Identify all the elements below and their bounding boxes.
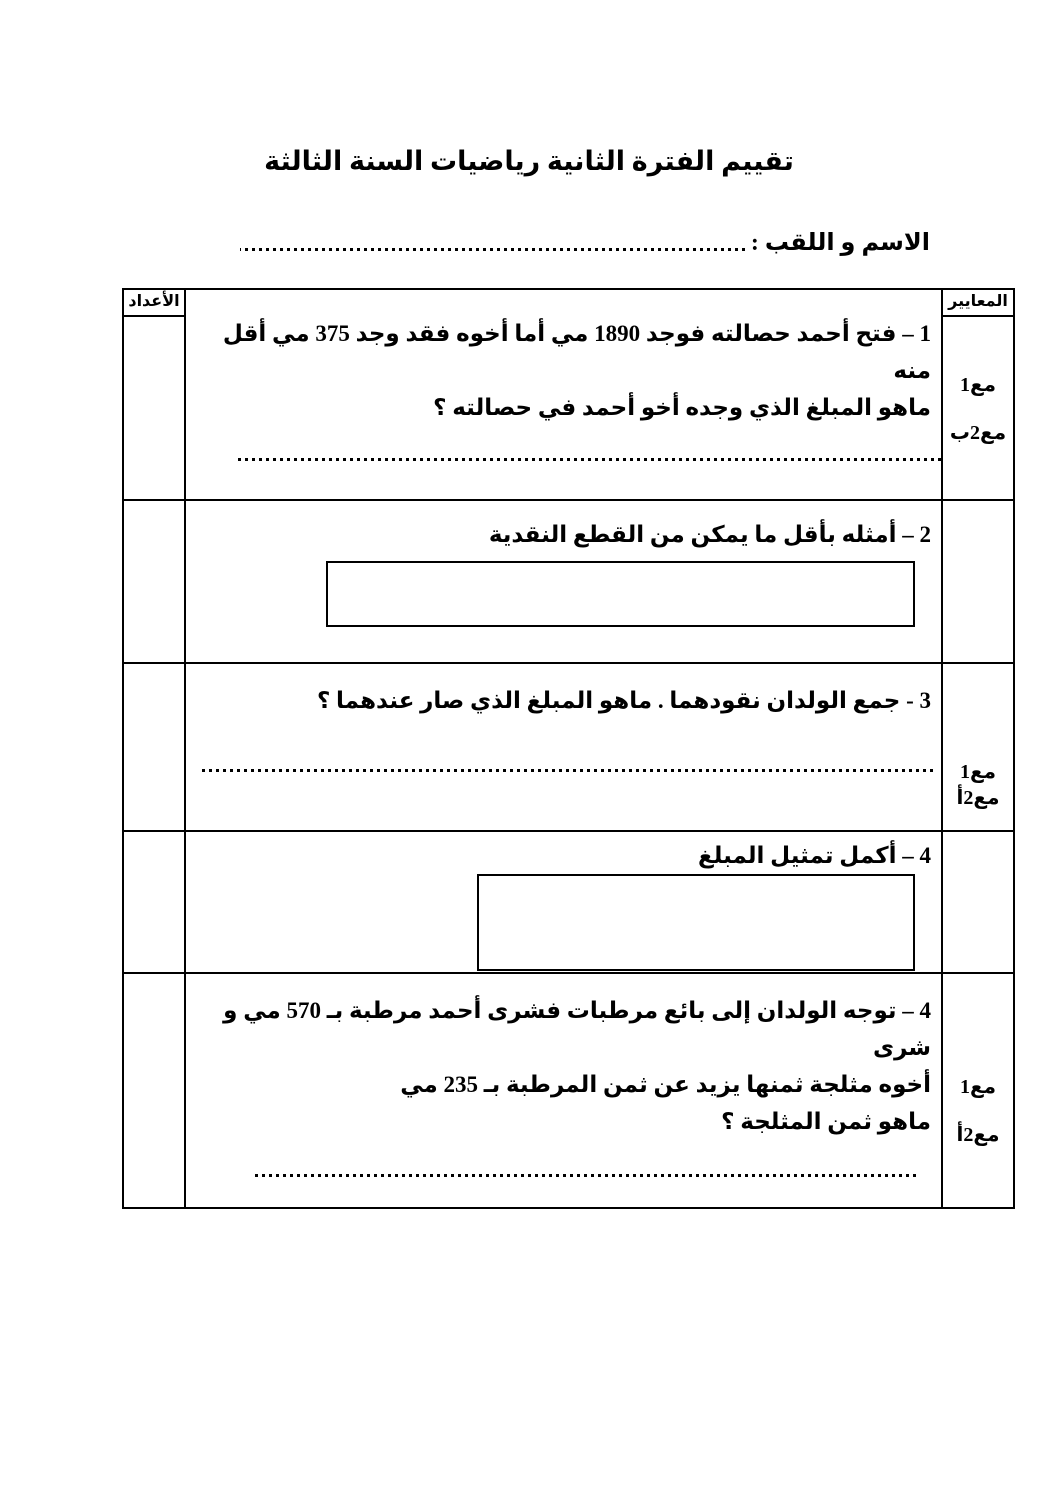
criteria-cell-q2 <box>942 500 1014 663</box>
criteria-label: مع2أ <box>956 787 1000 809</box>
criteria-label: مع1 <box>959 1076 997 1098</box>
marks-cell-q2 <box>123 500 185 663</box>
question-5-text <box>186 974 941 1140</box>
marks-cell-q3 <box>123 663 185 831</box>
criteria-cell-q3 <box>942 663 1014 831</box>
question-2-text: 2 – أمثله بأقل ما يمكن من القطع النقدية <box>488 522 931 547</box>
answer-line-q1[interactable] <box>238 458 941 461</box>
marks-cell-q4 <box>123 831 185 973</box>
name-fill-line[interactable] <box>240 248 745 251</box>
page-title: تقييم الفترة الثانية رياضيات السنة الثالثة <box>264 146 794 176</box>
marks-cell-q5 <box>123 973 185 1208</box>
question-4-cell <box>185 831 942 973</box>
question-5-line-1: 4 – توجه الولدان إلى بائع مرطبات فشرى أحمد مرطبة بـ 570 مي و شرى <box>223 998 931 1060</box>
question-1-line-2: ماهو المبلغ الذي وجده أخو أحمد في حصالته ؟ <box>433 395 931 420</box>
question-1-cell <box>185 289 942 500</box>
criteria-label: مع1 <box>959 761 997 783</box>
criteria-cell-q5 <box>942 973 1014 1208</box>
answer-box-q4[interactable] <box>477 874 915 971</box>
criteria-cell-q1 <box>942 316 1014 500</box>
name-label: الاسم و اللقب : <box>750 230 930 256</box>
criteria-label: مع1 <box>959 374 997 396</box>
question-5-line-2: أخوه مثلجة ثمنها يزيد عن ثمن المرطبة بـ 235 مي <box>400 1072 931 1097</box>
question-5-cell <box>185 973 942 1208</box>
assessment-table <box>122 288 1015 1209</box>
criteria-cell-q4 <box>942 831 1014 973</box>
name-row <box>240 228 930 257</box>
criteria-label: مع2ب <box>949 422 1007 444</box>
question-4-text: 4 – أكمل تمثيل المبلغ <box>698 843 931 868</box>
criteria-label: مع2أ <box>956 1124 1000 1146</box>
answer-box-q2[interactable] <box>326 561 915 627</box>
question-1-line-1: 1 – فتح أحمد حصالته فوجد 1890 مي أما أخوه فقد وجد 375 مي أقل منه <box>222 321 931 383</box>
question-3-text: 3 - جمع الولدان نقودهما . ماهو المبلغ الذي صار عندهما ؟ <box>316 688 931 713</box>
question-5-line-3: ماهو ثمن المثلجة ؟ <box>721 1109 931 1134</box>
question-3-cell <box>185 663 942 831</box>
question-1-text <box>186 290 941 426</box>
answer-line-q5[interactable] <box>252 1174 916 1177</box>
answer-line-q3[interactable] <box>201 769 933 772</box>
question-2-cell <box>185 500 942 663</box>
criteria-column-header: المعايير <box>942 289 1014 316</box>
marks-cell-q1 <box>123 316 185 500</box>
marks-column-header: الأعداد <box>123 289 185 316</box>
